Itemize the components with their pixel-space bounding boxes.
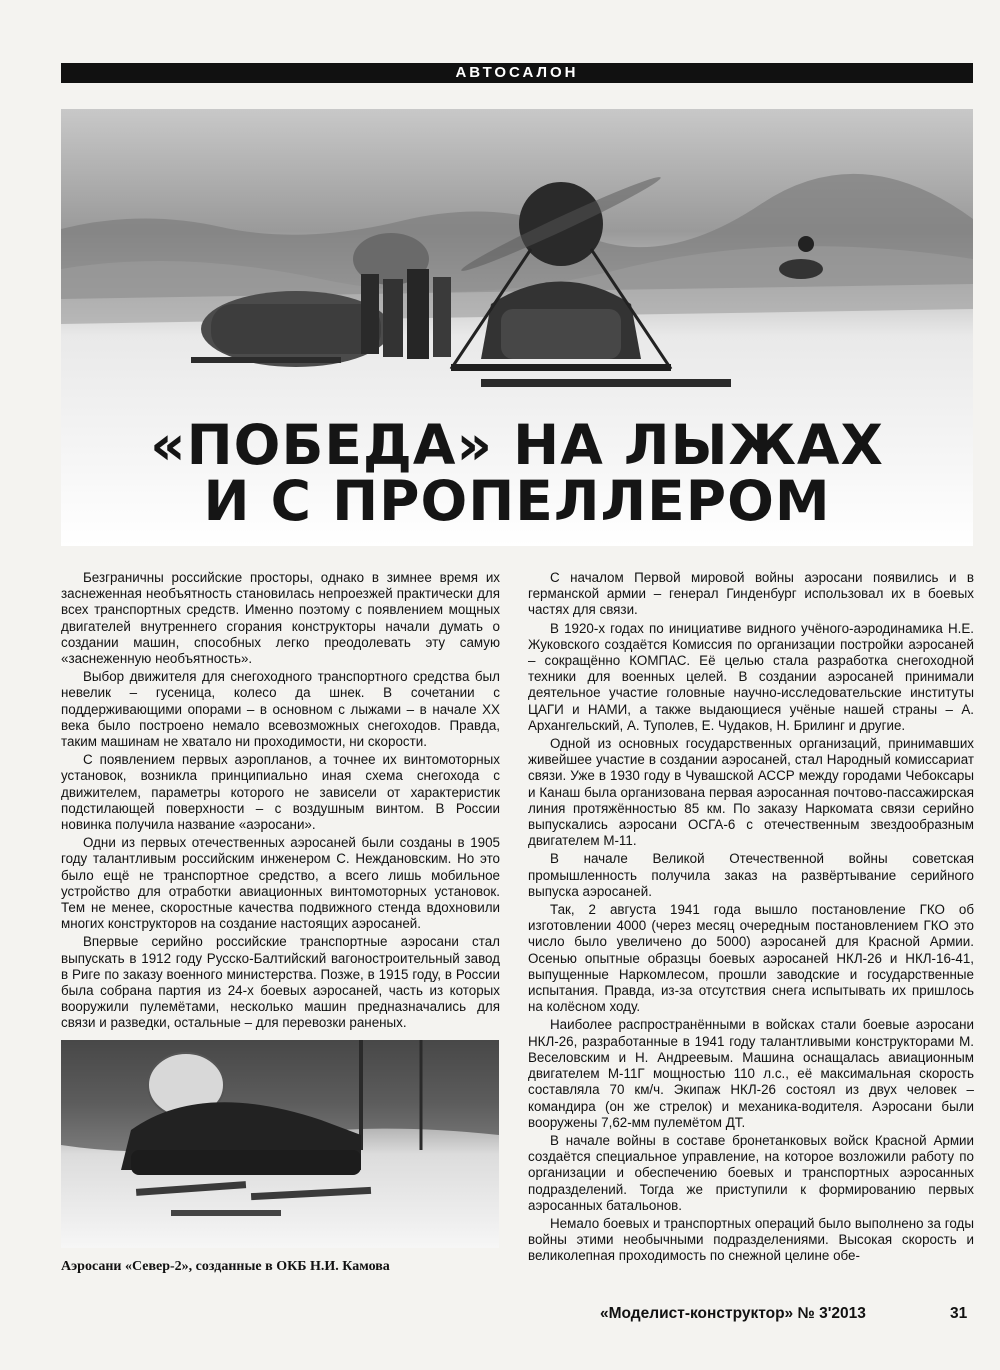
left-column	[61, 570, 500, 1034]
sever2-photo	[61, 1040, 499, 1248]
headline	[61, 413, 973, 533]
photo-caption: Аэросани «Север-2», созданные в ОКБ Н.И. Камова	[61, 1259, 390, 1274]
paragraph: Немало боевых и транспортных операций было выполнено за годы войны этими необычными подразделениями. Высокая скорость и великолепная проходимость по снежной целине обе-	[528, 1215, 974, 1264]
paragraph: В начале Великой Отечественной войны советская промышленность получила заказ на развёртывание серийного выпуска аэросаней.	[528, 851, 974, 899]
paragraph: Наиболее распространёнными в войсках стали боевые аэросани НКЛ-26, разработанные в 1941 году талантливыми конструкторами М. Веселовским и Н. Андреевым. Машина оснащалась авиационным двигателем М-11Г мощностью 110 л.с., её максимальная скорость составляла 70 км/ч. Экипаж НКЛ-26 состоял из двух человек – командира (он же стрелок) и механика-водителя. Аэросани были вооружены 7,62-мм пулемётом ДТ.	[528, 1017, 974, 1130]
paragraph: Безграничны российские просторы, однако в зимнее время их заснеженная необъятность становилась непроезжей практически для всех транспортных средств. Именно поэтому с появлением мощных двигателей внутреннего сгорания конструкторы начали думать о создании машин, способных легко преодолевать эту самую «заснеженную необъятность».	[61, 570, 500, 667]
paragraph: Так, 2 августа 1941 года вышло постановление ГКО об изготовлении 4000 (через месяц очередным постановлением ГКО это число было увеличено до 5000) аэросаней для Красной Армии. Осенью опытные образцы боевых аэросаней НКЛ-26 и НКЛ-16-41, выпущенные Наркомлесом, прошли заводские и государственные испытания. Правда, из-за отсутствия снега испытывать их пришлось на колёсном ходу.	[528, 902, 974, 1015]
section-header: АВТОСАЛОН	[61, 63, 973, 83]
paragraph: В начале войны в составе бронетанковых войск Красной Армии создаётся специальное управление, на которое возложили работу по организации и обеспечению боевых и транспортных аэросанных подразделений. Тогда же приступили к формированию первых аэросанных батальонов.	[528, 1132, 974, 1213]
headline-line1: «ПОБЕДА» НА ЛЫЖАХ	[150, 413, 884, 477]
paragraph: Впервые серийно российские транспортные аэросани стал выпускать в 1912 году Русско-Балтийский вагоностроительный завод в Риге по заказу военного министерства. Позже, в 1915 году, в России была собрана партия из 24-х боевых аэросаней, часть из которых вооружили пулемётами, несколько машин предназначались для связи и разведки, остальные – для перевозки раненых.	[61, 934, 500, 1031]
paragraph: С появлением первых аэропланов, а точнее их винтомоторных установок, возникла принципиально иная схема снегохода с движителем, параметры которого не зависели от характеристик подстилающей поверхности – с воздушным винтом. В России новинка получила название «аэросани».	[61, 752, 500, 833]
paragraph: Выбор движителя для снегоходного транспортного средства был невелик – гусеница, колесо да шнек. В сочетании с поддерживающими опорами – в основном с лыжами – в начале XX века было построено немало всевозможных снегоходов. Правда, таким машинам не хватало ни проходимости, ни скорости.	[61, 669, 500, 750]
paragraph: В 1920-х годах по инициативе видного учёного-аэродинамика Н.Е. Жуковского создаётся Комиссия по организации постройки аэросаней – сокращённо КОМПАС. Её целью стала разработка снегоходной техники для военных целей. В создании аэросаней принимали деятельное участие головные научно-исследовательские институты ЦАГИ и НАМИ, а также выдающиеся учёные нашей страны – А. Архангельский, А. Туполев, Е. Чудаков, Н. Брилинг и другие.	[528, 620, 974, 733]
paragraph: Одной из основных государственных организаций, принимавших живейшее участие в создании аэросаней, стал Народный комиссариат связи. Уже в 1930 году в Чувашской АССР между городами Чебоксары и Канаш была организована первая аэросанная почтово-пассажирская линия протяжённостью 85 км. По заказу Наркомата связи серийно выпускались аэросани ОСГА-6 с отечественным звездообразным двигателем М-11.	[528, 736, 974, 849]
paragraph: Одни из первых отечественных аэросаней были созданы в 1905 году талантливым российским инженером С. Неждановским. Но это было ещё не транспортное средство, а всего лишь мобильное устройство для отработки авиационных винтомоторных установок. Тем не менее, скоростные качества подвижного стенда вдохновили многих конструкторов на создание настоящих аэросаней.	[61, 835, 500, 932]
right-column	[528, 570, 974, 1267]
sever2-illustration	[61, 1040, 499, 1248]
page-number: 31	[950, 1305, 968, 1322]
headline-line2: И С ПРОПЕЛЛЕРОМ	[203, 469, 831, 533]
magazine-footer: «Моделист-конструктор» № 3'2013	[600, 1305, 866, 1322]
paragraph: С началом Первой мировой войны аэросани появились и в германской армии – генерал Гинденбург использовал их в боевых частях для связи.	[528, 570, 974, 618]
hero-photo	[61, 109, 973, 546]
